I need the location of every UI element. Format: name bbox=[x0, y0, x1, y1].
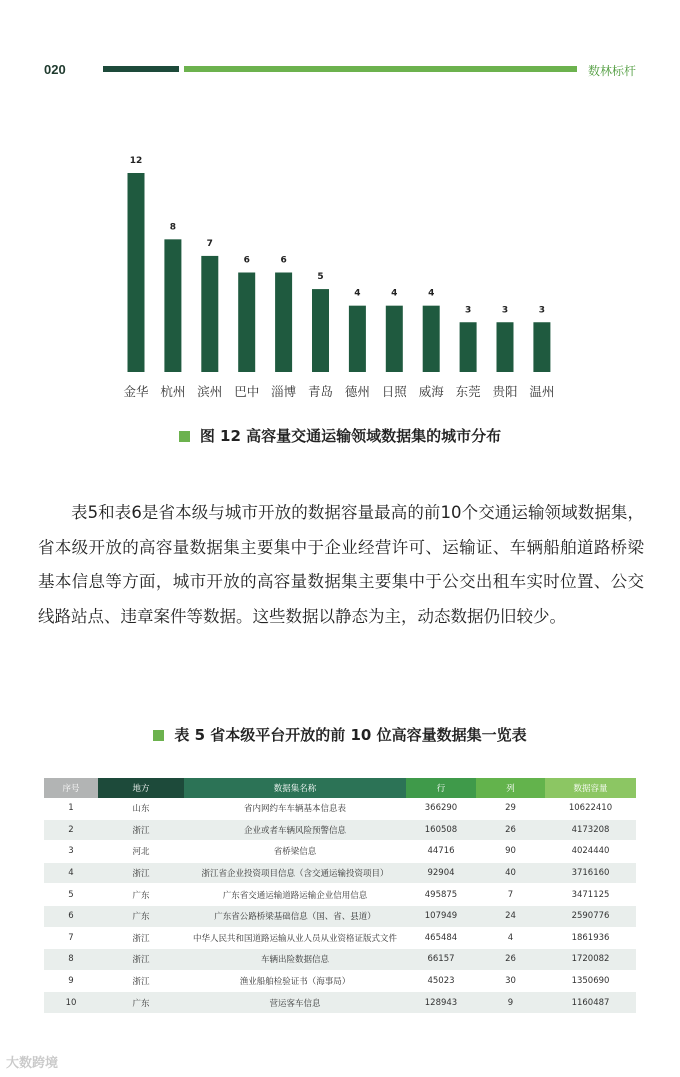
cell-rows: 160508 bbox=[406, 819, 476, 841]
table-caption bbox=[0, 724, 680, 745]
bar-11 bbox=[497, 322, 514, 372]
cell-columns: 30 bbox=[476, 970, 545, 992]
bar-8 bbox=[386, 306, 403, 372]
cell-index: 5 bbox=[44, 884, 98, 906]
bar-value-label: 6 bbox=[243, 255, 250, 266]
table-row bbox=[44, 798, 636, 819]
cell-rows: 465484 bbox=[406, 927, 476, 949]
category-label: 贵阳 bbox=[492, 384, 518, 399]
cell-capacity: 4024440 bbox=[545, 841, 636, 863]
brand-label: 数林标杆 bbox=[587, 64, 636, 78]
cell-region: 浙江 bbox=[98, 970, 184, 992]
table-row bbox=[44, 884, 636, 906]
cell-region: 山东 bbox=[98, 798, 184, 819]
cell-columns: 90 bbox=[476, 841, 545, 863]
cell-region: 浙江 bbox=[98, 949, 184, 971]
table-caption-text: 表 5 省本级平台开放的前 10 位高容量数据集一览表 bbox=[174, 726, 527, 744]
bar-3 bbox=[201, 256, 218, 372]
cell-rows: 45023 bbox=[406, 970, 476, 992]
bar-12 bbox=[533, 322, 550, 372]
cell-dataset-name: 广东省交通运输道路运输企业信用信息 bbox=[184, 884, 406, 906]
cell-dataset-name: 企业或者车辆风险预警信息 bbox=[184, 819, 406, 841]
cell-columns: 4 bbox=[476, 927, 545, 949]
cell-dataset-name: 广东省公路桥梁基础信息（国、省、县道） bbox=[184, 905, 406, 927]
caption-square-icon bbox=[153, 730, 164, 741]
category-label: 日照 bbox=[381, 384, 407, 399]
category-label: 温州 bbox=[529, 384, 555, 399]
watermark: 大数跨境 bbox=[6, 1056, 59, 1071]
cell-dataset-name: 中华人民共和国道路运输从业人员从业资格证版式文件 bbox=[184, 927, 406, 949]
figure-caption-text: 图 12 高容量交通运输领域数据集的城市分布 bbox=[199, 427, 502, 445]
category-label: 威海 bbox=[418, 384, 444, 399]
cell-capacity: 3716160 bbox=[545, 862, 636, 884]
cell-index: 8 bbox=[44, 949, 98, 971]
cell-region: 浙江 bbox=[98, 862, 184, 884]
city-bar-chart bbox=[0, 0, 680, 420]
bar-value-label: 5 bbox=[317, 272, 324, 283]
cell-columns: 9 bbox=[476, 992, 545, 1014]
cell-dataset-name: 省内网约车车辆基本信息表 bbox=[184, 798, 406, 819]
cell-index: 4 bbox=[44, 862, 98, 884]
category-label: 淄博 bbox=[271, 384, 297, 399]
cell-index: 3 bbox=[44, 841, 98, 863]
figure-caption bbox=[0, 425, 680, 446]
category-label: 巴中 bbox=[234, 384, 260, 399]
bar-value-label: 7 bbox=[206, 238, 213, 249]
cell-region: 广东 bbox=[98, 884, 184, 906]
cell-region: 浙江 bbox=[98, 927, 184, 949]
cell-capacity: 2590776 bbox=[545, 905, 636, 927]
cell-capacity: 1160487 bbox=[545, 992, 636, 1014]
category-label: 东莞 bbox=[455, 384, 481, 399]
bar-value-label: 4 bbox=[428, 288, 435, 299]
bar-value-label: 3 bbox=[501, 305, 509, 316]
bar-7 bbox=[349, 306, 366, 372]
bar-10 bbox=[460, 322, 477, 372]
header-capacity: 数据容量 bbox=[545, 778, 636, 798]
header-index: 序号 bbox=[44, 778, 98, 798]
cell-index: 1 bbox=[44, 798, 98, 819]
bar-value-label: 3 bbox=[538, 305, 546, 316]
cell-index: 2 bbox=[44, 819, 98, 841]
table-row bbox=[44, 819, 636, 841]
table-row bbox=[44, 905, 636, 927]
cell-capacity: 4173208 bbox=[545, 819, 636, 841]
table-row bbox=[44, 949, 636, 971]
cell-dataset-name: 省桥梁信息 bbox=[184, 841, 406, 863]
table-row bbox=[44, 927, 636, 949]
page-number: 020 bbox=[44, 62, 66, 77]
header-dataset-name: 数据集名称 bbox=[184, 778, 406, 798]
bar-value-label: 4 bbox=[391, 288, 398, 299]
bar-value-label: 4 bbox=[354, 288, 361, 299]
bar-value-label: 8 bbox=[169, 222, 177, 233]
cell-index: 9 bbox=[44, 970, 98, 992]
cell-capacity: 1350690 bbox=[545, 970, 636, 992]
cell-rows: 44716 bbox=[406, 841, 476, 863]
cell-columns: 24 bbox=[476, 905, 545, 927]
cell-columns: 40 bbox=[476, 862, 545, 884]
bar-9 bbox=[423, 306, 440, 372]
bar-value-label: 12 bbox=[129, 156, 143, 166]
bar-6 bbox=[312, 289, 329, 372]
table-row bbox=[44, 992, 636, 1014]
table-row bbox=[44, 970, 636, 992]
cell-rows: 128943 bbox=[406, 992, 476, 1014]
bar-5 bbox=[275, 273, 292, 373]
cell-region: 浙江 bbox=[98, 819, 184, 841]
cell-dataset-name: 车辆出险数据信息 bbox=[184, 949, 406, 971]
category-label: 滨州 bbox=[197, 384, 223, 399]
cell-index: 7 bbox=[44, 927, 98, 949]
cell-columns: 7 bbox=[476, 884, 545, 906]
header-rows: 行 bbox=[406, 778, 476, 798]
cell-capacity: 10622410 bbox=[545, 798, 636, 819]
cell-rows: 107949 bbox=[406, 905, 476, 927]
category-label: 青岛 bbox=[307, 384, 334, 399]
cell-dataset-name: 渔业船舶检验证书（海事局） bbox=[184, 970, 406, 992]
cell-columns: 29 bbox=[476, 798, 545, 819]
bar-value-label: 3 bbox=[464, 305, 472, 316]
bar-1 bbox=[128, 173, 145, 372]
cell-dataset-name: 营运客车信息 bbox=[184, 992, 406, 1014]
cell-rows: 66157 bbox=[406, 949, 476, 971]
cell-index: 10 bbox=[44, 992, 98, 1014]
body-paragraph: 表5和表6是省本级与城市开放的数据容量最高的前10个交通运输领域数据集，省本级开放的高容量数据集主要集中于企业经营许可、运输证、车辆船舶道路桥梁基本信息等方面，城市开放的高容量数据集主要集中于公交出租车实时位置、公交线路站点、违章案件等数据。这些数据以静态为主，动态数据仍旧较少。 bbox=[38, 503, 644, 626]
cell-rows: 366290 bbox=[406, 798, 476, 819]
cell-rows: 92904 bbox=[406, 862, 476, 884]
cell-capacity: 3471125 bbox=[545, 884, 636, 906]
cell-rows: 495875 bbox=[406, 884, 476, 906]
cell-columns: 26 bbox=[476, 819, 545, 841]
category-label: 德州 bbox=[344, 384, 370, 399]
category-label: 杭州 bbox=[160, 384, 186, 399]
cell-columns: 26 bbox=[476, 949, 545, 971]
cell-region: 广东 bbox=[98, 905, 184, 927]
table-header-row bbox=[44, 778, 636, 798]
cell-capacity: 1720082 bbox=[545, 949, 636, 971]
cell-dataset-name: 浙江省企业投资项目信息（含交通运输投资项目） bbox=[184, 862, 406, 884]
dataset-table bbox=[44, 778, 636, 1014]
bar-value-label: 6 bbox=[280, 255, 287, 266]
category-label: 金华 bbox=[123, 384, 149, 399]
cell-region: 广东 bbox=[98, 992, 184, 1014]
table-row bbox=[44, 841, 636, 863]
bar-2 bbox=[164, 239, 181, 372]
bar-4 bbox=[238, 273, 255, 373]
cell-region: 河北 bbox=[98, 841, 184, 863]
caption-square-icon bbox=[179, 431, 190, 442]
header-region: 地方 bbox=[98, 778, 184, 798]
cell-capacity: 1861936 bbox=[545, 927, 636, 949]
cell-index: 6 bbox=[44, 905, 98, 927]
header-columns: 列 bbox=[476, 778, 545, 798]
table-row bbox=[44, 862, 636, 884]
